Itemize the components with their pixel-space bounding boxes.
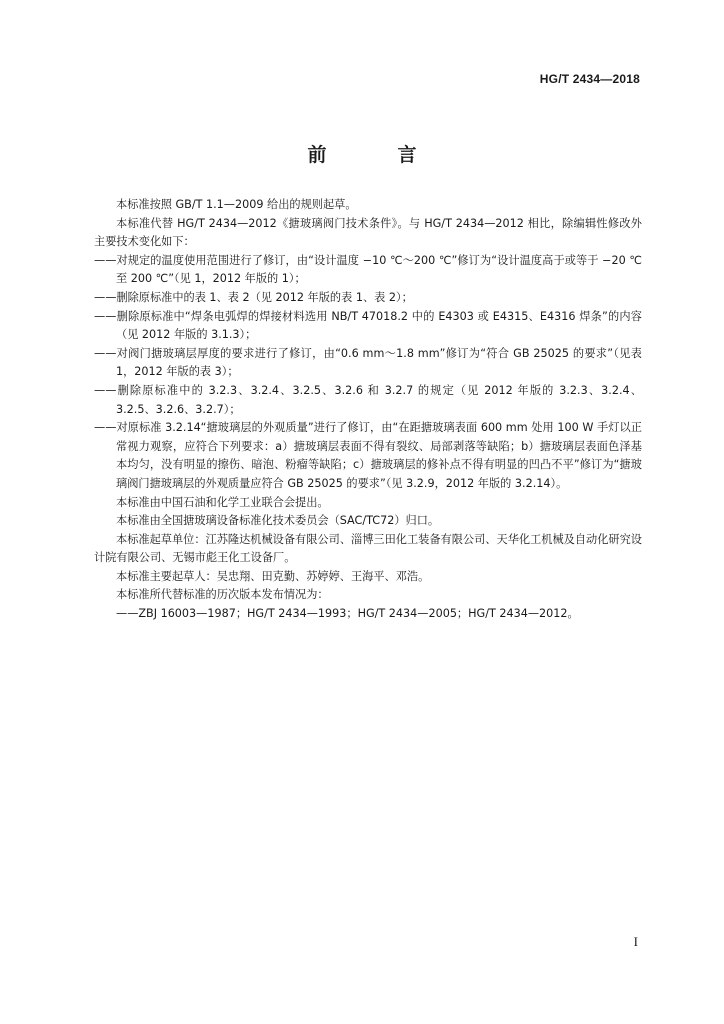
paragraph-proposer: 本标准由中国石油和化学工业联合会提出。 <box>116 495 329 509</box>
standard-code: HG/T 2434—2018 <box>539 72 640 86</box>
change-item: ——对原标准 3.2.14“搪玻璃层的外观质量”进行了修订，由“在距搪玻璃表面 600 mm 处用 100 W 手灯以正常视力观察，应符合下列要求：a）搪玻璃层表面不得有裂纹、局部剥落等缺陷；b）搪玻璃层表面色泽基本均匀，没有明显的擦伤、暗泡、粉瘤等缺陷；c）搪玻璃层的修补点不得有明显的凹凸不平”修订为“搪玻璃阀门搪玻璃层的外观质量应符合 GB 25025 的要求”（见 3.2.9，2012 年版的 3.2.14）。 <box>94 421 642 490</box>
paragraph-history-list: ——ZBJ 16003—1987；HG/T 2434—1993；HG/T 2434—2005；HG/T 2434—2012。 <box>116 607 579 621</box>
change-item: ——删除原标准中“焊条电弧焊的焊接材料选用 NB/T 47018.2 中的 E4303 或 E4315、E4316 焊条”的内容（见 2012 年版的 3.1.3）； <box>94 309 642 342</box>
change-item: ——删除原标准中的表 1、表 2（见 2012 年版的表 1、表 2）； <box>94 290 413 304</box>
paragraph-drafters: 本标准主要起草人：吴忠翔、田克勤、苏婷婷、王海平、邓浩。 <box>116 569 430 583</box>
paragraph-drafting-units: 本标准起草单位：江苏隆达机械设备有限公司、淄博三田化工装备有限公司、天华化工机械及自动化研究设计院有限公司、无锡市彪王化工设备厂。 <box>94 532 642 565</box>
paragraph-replacement: 本标准代替 HG/T 2434—2012《搪玻璃阀门技术条件》。与 HG/T 2434—2012 相比，除编辑性修改外主要技术变化如下： <box>94 216 642 249</box>
paragraph-committee: 本标准由全国搪玻璃设备标准化技术委员会（SAC/TC72）归口。 <box>116 514 440 528</box>
paragraph-drafting-rules: 本标准按照 GB/T 1.1—2009 给出的规则起草。 <box>116 198 357 211</box>
change-item: ——对阀门搪玻璃层厚度的要求进行了修订，由“0.6 mm～1.8 mm”修订为“符合 GB 25025 的要求”（见表 1，2012 年版的表 3）； <box>94 346 642 379</box>
change-item: ——删除原标准中的 3.2.3、3.2.4、3.2.5、3.2.6 和 3.2.7 的规定（见 2012 年版的 3.2.3、3.2.4、3.2.5、3.2.6、3.2.7）； <box>94 383 642 416</box>
paragraph-history-intro: 本标准所代替标准的历次版本发布情况为： <box>116 588 329 602</box>
page-title: 前 言 <box>307 144 443 166</box>
page-number: I <box>633 934 638 949</box>
foreword-body <box>94 196 642 624</box>
change-item: ——对规定的温度使用范围进行了修订，由“设计温度 −10 ℃～200 ℃”修订为“设计温度高于或等于 −20 ℃至 200 ℃”（见 1，2012 年版的 1）； <box>94 253 642 286</box>
